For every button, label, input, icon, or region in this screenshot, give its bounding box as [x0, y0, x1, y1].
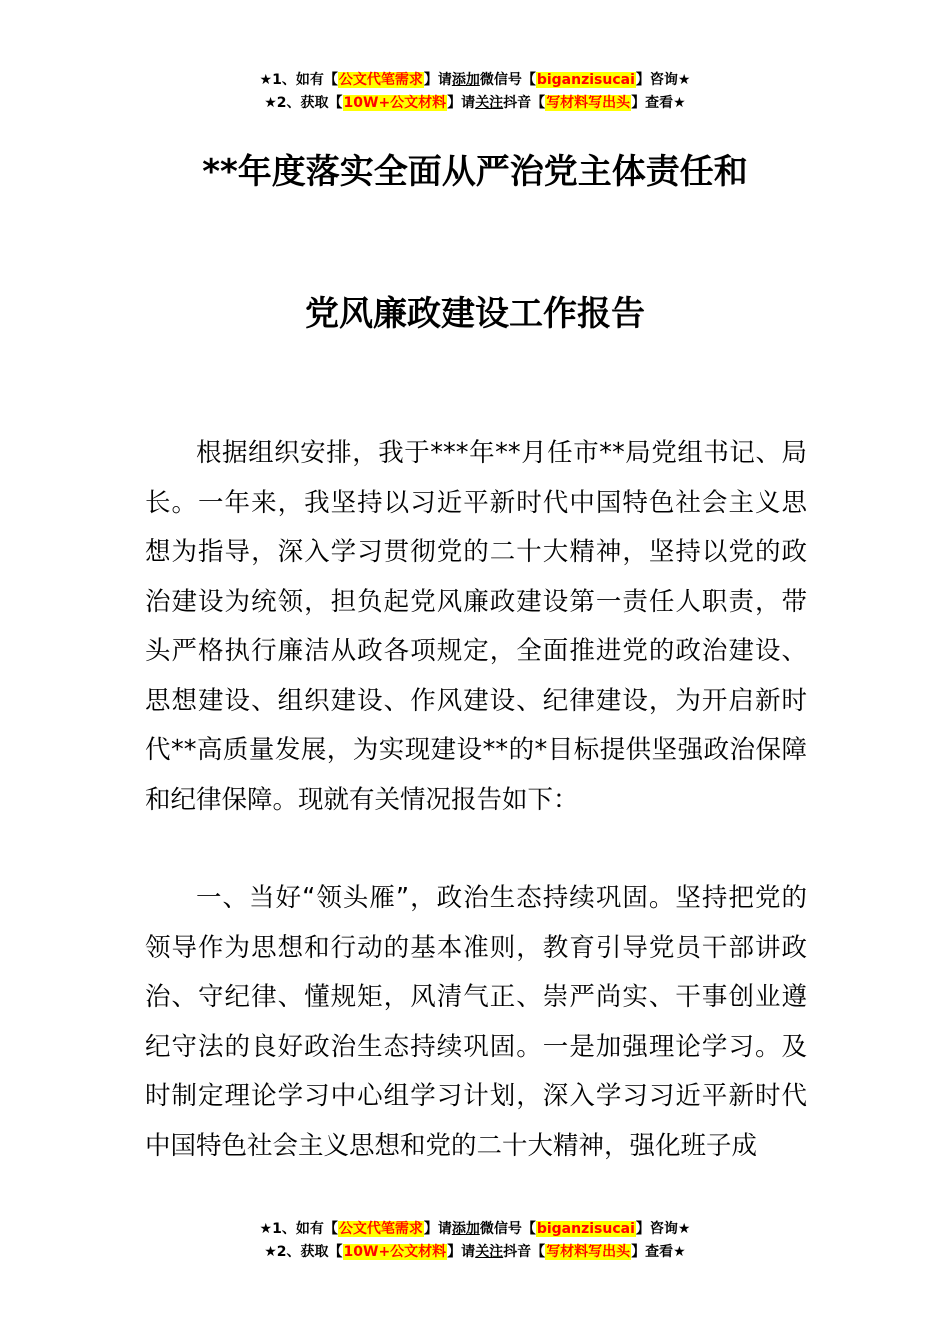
highlight-wechat-id: biganzisucai [536, 72, 635, 88]
underlined-add: 添加 [451, 72, 480, 88]
banner-text: ★1、如有【 [259, 72, 338, 88]
highlight-douyin-account: 写材料写出头 [546, 1244, 631, 1260]
highlight-ghostwriting: 公文代笔需求 [338, 72, 423, 88]
banner-text: ★2、获取【 [264, 95, 343, 111]
banner-line-2 [0, 1241, 950, 1264]
banner-line-1 [0, 1218, 950, 1241]
banner-text: 】请 [447, 1244, 476, 1260]
body-paragraph-1 [145, 429, 807, 825]
banner-text: ★2、获取【 [264, 1244, 343, 1260]
underlined-add: 添加 [451, 1221, 480, 1237]
banner-text: 】请 [423, 1221, 452, 1237]
banner-text: 】请 [423, 72, 452, 88]
banner-text: 微信号【 [479, 72, 536, 88]
footer-banner [0, 1218, 950, 1264]
underlined-follow: 关注 [475, 1244, 504, 1260]
highlight-ghostwriting: 公文代笔需求 [338, 1221, 423, 1237]
highlight-douyin-account: 写材料写出头 [546, 95, 631, 111]
underlined-follow: 关注 [475, 95, 504, 111]
highlight-materials: 10W+公文材料 [343, 1244, 447, 1260]
document-title-line-1: **年度落实全面从严治党主体责任和 [202, 152, 748, 192]
paragraph-text: 根据组织安排，我于***年**月任市**局党组书记、局长。一年来，我坚持以习近平新时代中国特色社会主义思想为指导，深入学习贯彻党的二十大精神，坚持以党的政治建设为统领，担负起党风廉政建设第一责任人职责，带头严格执行廉洁从政各项规定，全面推进党的政治建设、思想建设、组织建设、作风建设、纪律建设，为开启新时代**高质量发展，为实现建设**的*目标提供坚强政治保障和纪律保障。现就有关情况报告如下： [145, 438, 807, 815]
banner-text: 】咨询★ [635, 1221, 691, 1237]
banner-text: 抖音【 [503, 95, 546, 111]
banner-text: 】查看★ [631, 1244, 686, 1260]
banner-text: 微信号【 [479, 1221, 536, 1237]
body-paragraph-2 [145, 874, 807, 1174]
header-banner [0, 69, 950, 115]
banner-text: 】查看★ [631, 95, 686, 111]
banner-line-2 [0, 92, 950, 115]
banner-text: 】咨询★ [635, 72, 691, 88]
highlight-wechat-id: biganzisucai [536, 1221, 635, 1237]
highlight-materials: 10W+公文材料 [343, 95, 447, 111]
banner-text: ★1、如有【 [259, 1221, 338, 1237]
banner-text: 抖音【 [503, 1244, 546, 1260]
paragraph-text: 一、当好“领头雁”，政治生态持续巩固。坚持把党的领导作为思想和行动的基本准则，教育引导党员干部讲政治、守纪律、懂规矩，风清气正、崇严尚实、干事创业遵纪守法的良好政治生态持续巩固。一是加强理论学习。及时制定理论学习中心组学习计划，深入学习习近平新时代中国特色社会主义思想和党的二十大精神，强化班子成 [145, 883, 807, 1161]
banner-text: 】请 [447, 95, 476, 111]
banner-line-1 [0, 69, 950, 92]
document-title-line-2: 党风廉政建设工作报告 [305, 294, 645, 334]
